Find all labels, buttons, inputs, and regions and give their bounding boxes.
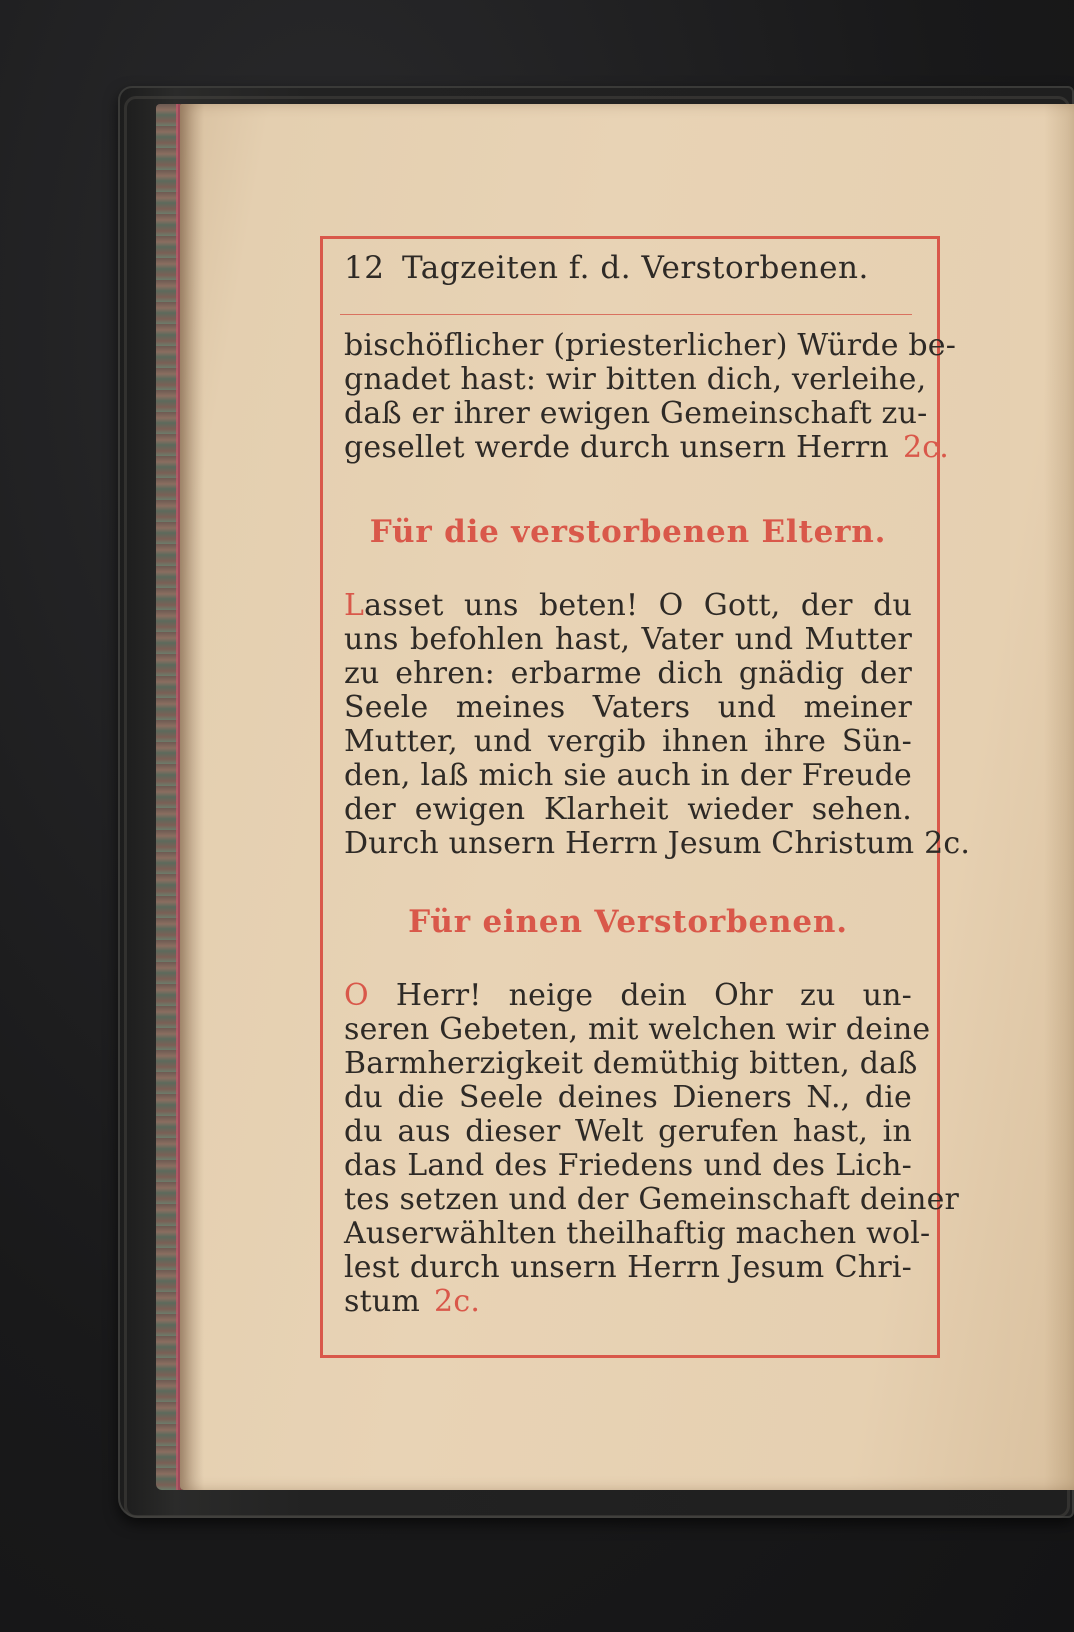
text-line: lest durch unsern Herrn Jesum Chri- bbox=[344, 1250, 912, 1285]
running-header bbox=[344, 250, 912, 308]
spine-shadow bbox=[180, 104, 204, 1490]
text-line-content: stum bbox=[344, 1284, 421, 1319]
text-line: seren Gebeten, mit welchen wir deine bbox=[344, 1012, 931, 1047]
header-rule bbox=[340, 314, 912, 315]
text-line: der ewigen Klarheit wieder sehen. bbox=[344, 792, 912, 827]
text-line: den, laß mich sie auch in der Freude bbox=[344, 758, 912, 793]
section-heading-parents: Für die verstorbenen Eltern. bbox=[369, 514, 887, 550]
prayer-deceased bbox=[344, 978, 960, 1319]
text-line: gnadet hast: wir bitten dich, verleihe, bbox=[344, 362, 927, 397]
section-heading-deceased: Für einen Verstorbenen. bbox=[408, 904, 848, 940]
text-line-content: asset uns beten! O Gott, der du bbox=[364, 588, 912, 623]
text-line: bischöflicher (priesterlicher) Würde be- bbox=[344, 328, 957, 363]
text-line: tes setzen und der Gemeinschaft deiner bbox=[344, 1182, 960, 1217]
etc-abbreviation: 2c. bbox=[434, 1284, 481, 1319]
prayer-parents bbox=[344, 588, 971, 861]
initial-letter: O bbox=[344, 978, 369, 1013]
text-line: Auserwählten theilhaftig machen wol- bbox=[344, 1216, 931, 1251]
page-text-block bbox=[344, 250, 971, 1319]
page-number: 12 bbox=[344, 250, 385, 286]
text-line: zu ehren: erbarme dich gnädig der bbox=[344, 656, 912, 691]
text-line bbox=[344, 430, 949, 465]
text-line bbox=[344, 589, 912, 623]
etc-abbreviation: 2c. bbox=[902, 430, 949, 465]
running-title: Tagzeiten f. d. Verstorbenen. bbox=[402, 250, 869, 286]
text-line: Barmherzigkeit demüthig bitten, daß bbox=[344, 1046, 918, 1081]
text-line: du die Seele deines Dieners N., die bbox=[344, 1080, 912, 1115]
text-line: daß er ihrer ewigen Gemeinschaft zu- bbox=[344, 396, 928, 431]
text-line-content: Herr! neige dein Ohr zu un- bbox=[368, 978, 912, 1013]
text-line bbox=[344, 1285, 912, 1319]
intro-paragraph bbox=[344, 328, 957, 465]
text-line-content: gesellet werde durch unsern Herrn bbox=[344, 430, 889, 465]
text-line: Seele meines Vaters und meiner bbox=[344, 690, 912, 725]
text-line: uns befohlen hast, Vater und Mutter bbox=[344, 622, 912, 657]
text-line: Mutter, und vergib ihnen ihre Sün- bbox=[344, 724, 912, 759]
page-edges bbox=[156, 104, 178, 1490]
text-line: Durch unsern Herrn Jesum Christum 2c. bbox=[344, 826, 971, 861]
initial-letter: L bbox=[344, 588, 365, 623]
text-line: du aus dieser Welt gerufen hast, in bbox=[344, 1114, 912, 1149]
text-line: das Land des Friedens und des Lich- bbox=[344, 1148, 912, 1183]
text-line bbox=[344, 979, 912, 1013]
